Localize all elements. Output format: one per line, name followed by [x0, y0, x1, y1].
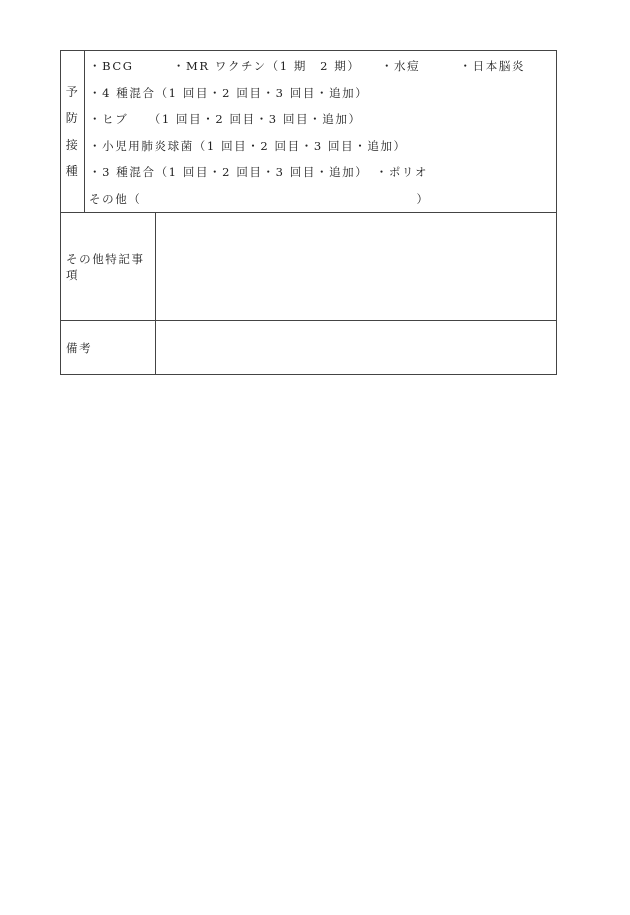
vaccination-line-other: その他（ ） [89, 191, 430, 206]
other-notes-field[interactable] [156, 213, 557, 321]
remarks-row [61, 321, 557, 375]
vaccination-label-char: 種 [65, 164, 80, 178]
other-notes-label: その他特記事項 [61, 213, 156, 321]
vaccination-label-char: 接 [65, 137, 80, 152]
vaccination-line-pneumococcal: ・小児用肺炎球菌（1 回目・2 回目・3 回目・追加） [89, 138, 407, 153]
vaccination-line-4-combined: ・4 種混合（1 回目・2 回目・3 回目・追加） [89, 85, 369, 100]
vaccination-row [61, 51, 557, 213]
health-record-form [60, 50, 557, 375]
vaccination-label-cell [61, 51, 85, 213]
vaccination-line-3-combined-polio: ・3 種混合（1 回目・2 回目・3 回目・追加） ・ポリオ [89, 165, 429, 179]
vaccination-list [85, 51, 556, 212]
vaccination-line-hib: ・ヒブ （1 回目・2 回目・3 回目・追加） [89, 112, 362, 126]
other-notes-row [61, 213, 557, 321]
vaccination-label-char: 防 [65, 111, 80, 125]
remarks-field[interactable] [156, 321, 557, 375]
vaccination-label [61, 52, 84, 212]
vaccination-content-cell [85, 51, 557, 213]
vaccination-label-char: 予 [65, 84, 80, 99]
remarks-label: 備考 [61, 321, 156, 375]
vaccination-line-bcg-mr-varicella-je: ・BCG ・MR ワクチン（1 期 2 期） ・水痘 ・日本脳炎 [89, 59, 526, 73]
